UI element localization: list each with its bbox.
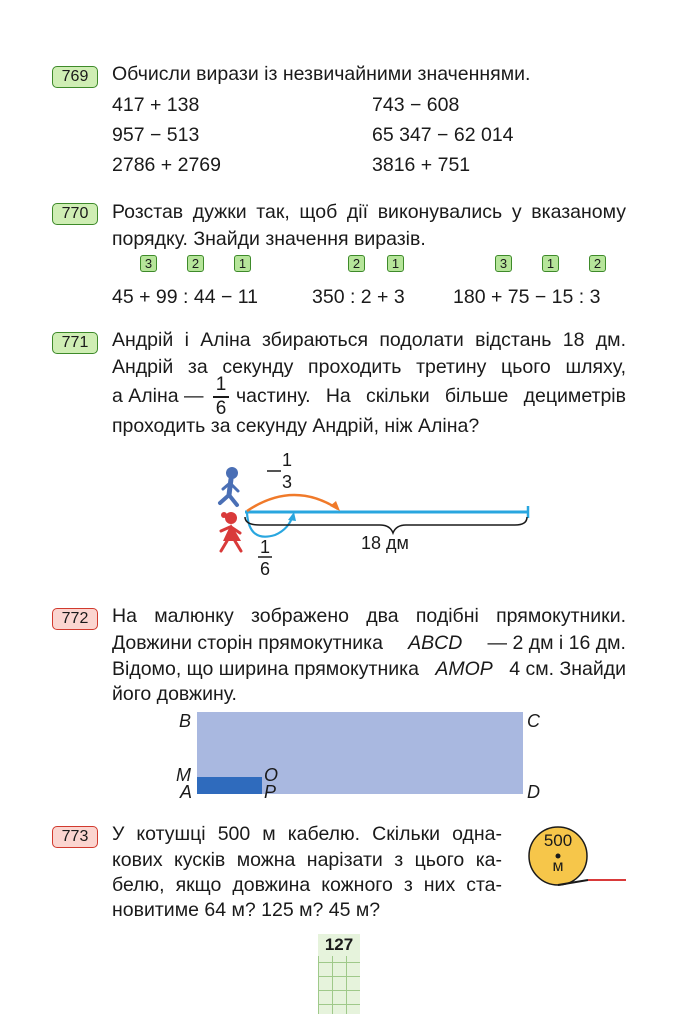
fraction-denominator: 6 — [259, 559, 270, 579]
operation-order-marker: 1 — [387, 255, 404, 272]
task-773-line: новитиме 64 м? 125 м? 45 м? — [112, 899, 381, 921]
task-772-line — [112, 630, 626, 656]
vertex-label: M — [176, 765, 191, 785]
expression: 180 + 75 − 15 : 3 — [453, 286, 601, 308]
vertex-label: D — [527, 782, 540, 802]
rect-name: AMOP — [435, 658, 493, 680]
expression: 417 + 138 — [112, 94, 200, 116]
vertex-label: C — [527, 711, 540, 731]
operation-order-marker: 3 — [495, 255, 512, 272]
fraction-numerator: 1 — [215, 374, 227, 395]
page-number-block — [318, 934, 360, 1014]
vertex-label: B — [179, 711, 192, 731]
expression: 350 : 2 + 3 — [312, 286, 405, 308]
expression: 45 + 99 : 44 − 11 — [112, 286, 259, 308]
task-769-heading: Обчисли вирази із незвичайними значеннями. — [112, 63, 531, 85]
coil-value: 500 — [543, 831, 573, 850]
length-label: 18 дм — [361, 533, 409, 553]
fraction-numerator: 1 — [259, 537, 270, 557]
task-770-line: порядку. Знайди значення виразів. — [112, 228, 426, 250]
task-771-line: Андрій за секунду проходить третину цього шляху, — [112, 356, 626, 378]
operation-order-marker: 1 — [542, 255, 559, 272]
page-number: 127 — [318, 934, 360, 956]
task-772-line: його довжину. — [112, 683, 237, 705]
fraction-denominator: 3 — [281, 472, 292, 492]
task-771-line: частину. На скільки більше дециметрів — [236, 385, 626, 407]
task-771-line: Андрій і Аліна збираються подолати відстань 18 дм. — [112, 329, 626, 351]
expression: 743 − 608 — [372, 94, 460, 116]
task-number-badge: 769 — [52, 66, 98, 88]
text-part: Довжини сторін прямокутника — [112, 632, 383, 654]
task-771-line: а Аліна — — [112, 385, 204, 407]
text-part: Відомо, що ширина прямокутника — [112, 658, 419, 680]
rectangle-amop — [197, 777, 262, 794]
task-772-line — [112, 656, 626, 682]
operation-order-marker: 2 — [187, 255, 204, 272]
task-772-line: На малюнку зображено два подібні прямокутники. — [112, 605, 626, 627]
task-771-line: проходить за секунду Андрій, ніж Аліна? — [112, 415, 480, 437]
expression: 2786 + 2769 — [112, 154, 221, 176]
vertex-label: P — [264, 782, 277, 802]
operation-order-marker: 2 — [348, 255, 365, 272]
girl-walking-icon — [221, 512, 241, 551]
text-part: 4 см. Знайди — [509, 658, 626, 680]
operation-order-marker: 1 — [234, 255, 251, 272]
operation-order-marker: 3 — [140, 255, 157, 272]
one-third-arrow — [247, 495, 338, 511]
rect-name: ABCD — [408, 632, 463, 654]
distance-diagram — [205, 445, 545, 585]
text-part: — 2 дм і 16 дм. — [487, 632, 626, 654]
expression: 3816 + 751 — [372, 154, 471, 176]
task-773-line: У котушці 500 м кабелю. Скільки одна- — [112, 823, 502, 845]
task-number-badge: 772 — [52, 608, 98, 630]
task-number-badge: 770 — [52, 203, 98, 225]
vertex-label: A — [180, 782, 193, 802]
task-number-badge: 771 — [52, 332, 98, 354]
vertex-label: O — [264, 765, 279, 785]
fraction-denominator: 6 — [215, 397, 227, 419]
task-773-line: белю, якщо довжина кожного з них ста- — [112, 874, 502, 896]
fraction-one-sixth — [213, 375, 229, 419]
operation-order-marker: 2 — [589, 255, 606, 272]
boy-walking-icon — [220, 467, 238, 505]
expression: 957 − 513 — [112, 124, 200, 146]
coil-unit: м — [552, 858, 564, 875]
task-number-badge: 773 — [52, 826, 98, 848]
task-773-line: кових кусків можна нарізати з цього ка- — [112, 849, 502, 871]
fraction-numerator: 1 — [281, 450, 292, 470]
task-770-line: Розстав дужки так, щоб дії виконувались у вказаному — [112, 201, 626, 223]
expression: 65 347 − 62 014 — [372, 124, 514, 146]
